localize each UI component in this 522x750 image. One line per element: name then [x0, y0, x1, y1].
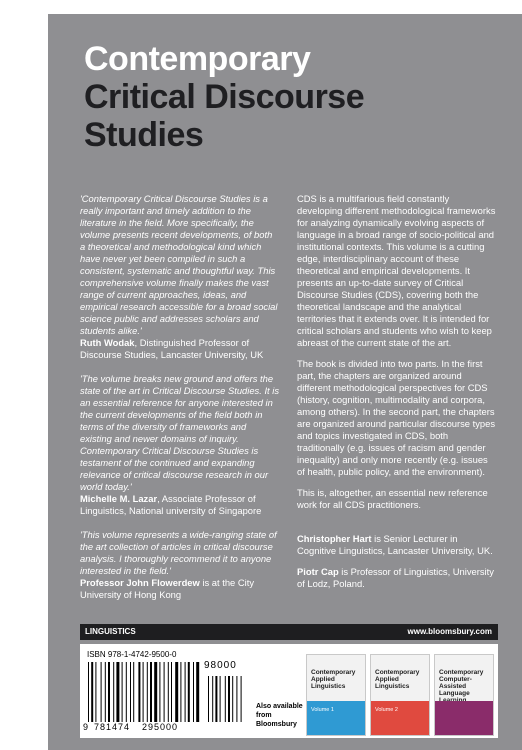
- endorsement-attribution: [80, 493, 280, 517]
- endorser-affiliation: is at the City University of Hong Kong: [80, 577, 255, 600]
- related-book-title: Contemporary Applied Linguistics: [311, 669, 356, 690]
- related-book-volume: Volume 1: [311, 707, 334, 713]
- also-available-label: Also available from Bloomsbury: [256, 703, 303, 728]
- related-book: [434, 654, 494, 736]
- publisher-website: www.bloomsbury.com: [407, 627, 492, 636]
- endorser-name: Professor John Flowerdew: [80, 577, 200, 588]
- isbn-label: ISBN 978-1-4742-9500-0: [87, 650, 177, 659]
- endorsement: [80, 193, 280, 361]
- endorsements-column: [80, 193, 280, 613]
- endorsement: [80, 529, 280, 601]
- endorser-affiliation: , Associate Professor of Linguistics, National university of Singapore: [80, 493, 262, 516]
- title-line-3: Studies: [84, 116, 204, 154]
- editor-affiliation: is Professor of Linguistics, University of Lodz, Poland.: [297, 566, 494, 589]
- title-line-1: Contemporary: [84, 40, 311, 78]
- related-book-title: Contemporary Applied Linguistics: [375, 669, 420, 690]
- related-book-color-band: [435, 701, 493, 735]
- endorsement-quote: 'Contemporary Critical Discourse Studies is a really important and timely addition to the literature in the field. More specifically, the volume presents recent developments, of both a theoretical and methodological kind which have never yet been compiled in such a consistent, systematic and thoughtful way. This comprehensive volume finally makes the vast range of current approaches, ideas, and empirical research accessible for a broad social science public and addresses scholars and students alike.': [80, 193, 278, 336]
- related-book-volume: Volume 2: [375, 707, 398, 713]
- editor-name: Piotr Cap: [297, 566, 339, 577]
- barcode-digits-left: 781474: [94, 722, 131, 732]
- related-book-title: Contemporary Computer-Assisted Language: [439, 669, 484, 697]
- endorsement: [80, 373, 280, 517]
- barcode-panel: [80, 644, 498, 738]
- barcode-digits-right: 295000: [142, 722, 179, 732]
- category-bar: [80, 624, 498, 640]
- endorser-name: Ruth Wodak: [80, 337, 135, 348]
- related-book: [306, 654, 366, 736]
- category-label: LINGUISTICS: [85, 627, 136, 636]
- endorsement-attribution: [80, 577, 280, 601]
- barcode-addon-digits: 98000: [204, 660, 237, 671]
- description-paragraph: The book is divided into two parts. In the first part, the chapters are organized around different methodological perspectives for CDS (history, cognition, multimodality and corpora, among others). In the second part, the chapters are organized around particular discourse types and topics investigated in CDS, both traditionally (e.g. issues of racism and gender inequality) and only more recently (e.g. issues of health, public policy, and the environment).: [297, 358, 496, 477]
- endorsement-quote: 'This volume represents a wide-ranging state of the art collection of articles in critical discourse analysis. I thoroughly recommend it to anyone interested in the field.': [80, 529, 277, 576]
- editor-affiliation: is Senior Lecturer in Cognitive Linguistics, Lancaster University, UK.: [297, 533, 493, 556]
- title-line-2: Critical Discourse: [84, 78, 365, 116]
- endorsement-quote: 'The volume breaks new ground and offers the state of the art in Critical Discourse Studies. It is an essential reference for anyone interested in the current developments of the field both in terms of the diversity of frameworks and existing and newer domains of inquiry. Contemporary Critical Discourse Studies is testament of the continued and expanding relevance of critical discourse research in our world today.': [80, 373, 280, 492]
- editor-bio: [297, 566, 497, 590]
- editor-name: Christopher Hart: [297, 533, 372, 544]
- description-column: [297, 193, 497, 599]
- barcode-prefix: 9: [83, 722, 89, 732]
- description-paragraph: CDS is a multifarious field constantly developing different methodological frameworks for analyzing dynamically evolving aspects of language in a broad range of socio-political and institutional contexts. This volume is a cutting edge, interdisciplinary account of these theoretical and empirical developments. It presents an up-to-date survey of Critical Discourse Studies (CDS), covering both the theoretical landscape and the analytical territories that it extends over. It is intended for critical scholars and students who wish to keep abreast of the current state of the art.: [297, 193, 496, 348]
- endorser-affiliation: , Distinguished Professor of Discourse Studies, Lancaster University, UK: [80, 337, 264, 360]
- endorser-name: Michelle M. Lazar: [80, 493, 158, 504]
- endorsement-attribution: [80, 337, 280, 361]
- description-paragraph: This is, altogether, an essential new reference work for all CDS practitioners.: [297, 487, 488, 510]
- editor-bio: [297, 533, 497, 557]
- related-book: [370, 654, 430, 736]
